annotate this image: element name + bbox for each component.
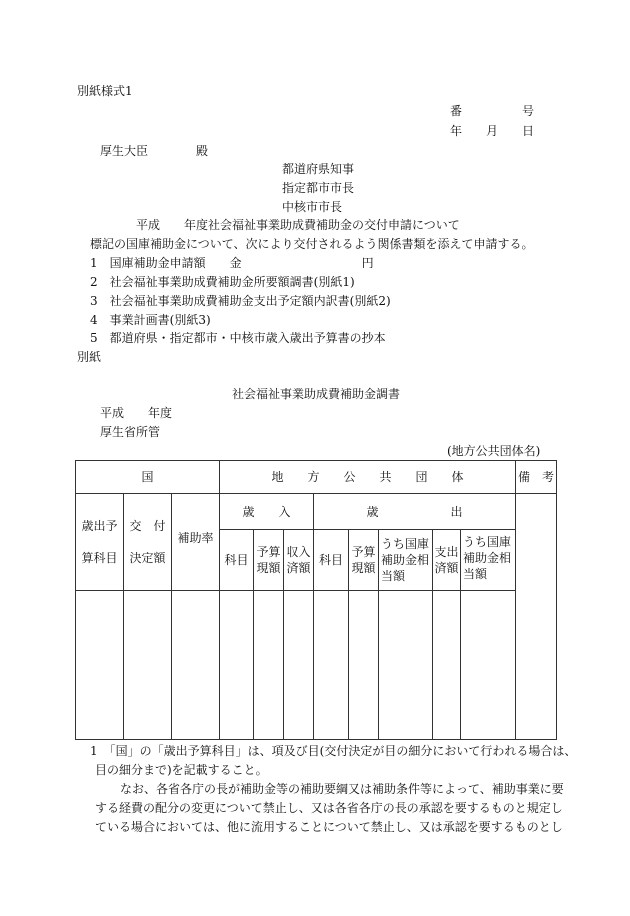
- ministry: 厚生省所管: [100, 425, 161, 439]
- label-line: 収入: [286, 545, 311, 559]
- header-remarks: 備 考: [516, 461, 557, 494]
- fiscal-year: 平成 年度: [100, 406, 173, 420]
- subject: 平成 年度社会福祉事業助成費補助金の交付申請について: [136, 218, 460, 232]
- attachment-title: 社会福祉事業助成費補助金調書: [232, 387, 401, 401]
- label-line: 補助金相: [463, 551, 512, 565]
- cell: [461, 591, 516, 740]
- label-line: 予算: [256, 545, 281, 559]
- header-national-subsidy-equivalent: [379, 530, 433, 591]
- sender-designated-city: 指定都市市長: [282, 181, 355, 195]
- label-line: 歳出予: [81, 519, 118, 533]
- cell: [220, 591, 254, 740]
- label-line: 当額: [381, 569, 406, 583]
- label-line: 交 付: [129, 519, 166, 533]
- label-line: 予算: [351, 545, 376, 559]
- cell: [284, 591, 314, 740]
- header-expenditure-item: [76, 494, 124, 591]
- label-line: うち国庫: [463, 535, 512, 549]
- header-expenditure-budget: [349, 530, 379, 591]
- header-subsidy-rate: 補助率: [172, 494, 220, 591]
- cell: [314, 591, 349, 740]
- label-line: 算科目: [81, 551, 118, 565]
- label-line: 補助金相: [381, 553, 430, 567]
- header-expenditure-item-local: 科目: [314, 530, 349, 591]
- intro: 標記の国庫補助金について、次により交付されるよう関係書類を添えて申請する。: [90, 237, 534, 251]
- entity-name: (地方公共団体名): [447, 444, 541, 458]
- subsidy-table: [75, 460, 557, 740]
- item-2: 2 社会福祉事業助成費補助金所要額調書(別紙1): [90, 275, 355, 289]
- sender-prefecture: 都道府県知事: [282, 162, 355, 176]
- header-revenue-item: 科目: [220, 530, 254, 591]
- label-line: 決定額: [129, 551, 166, 565]
- cell: [433, 591, 461, 740]
- table-row: [76, 591, 557, 740]
- label-line: 済額: [286, 561, 311, 575]
- header-national-subsidy-equivalent-paid: [461, 530, 516, 591]
- header-revenue-received: [284, 530, 314, 591]
- cell: [172, 591, 220, 740]
- note-1: 1 「国」の「歳出予算科目」は、項及び目(交付決定が目の細分において行われる場合は、: [90, 744, 577, 758]
- item-1: 1 国庫補助金申請額 金 円: [90, 256, 374, 270]
- note-2-cont2: ている場合においては、他に流用することについて禁止し、又は承認を要するものとし: [95, 820, 563, 834]
- header-kuni: 国: [76, 461, 220, 494]
- cell: [349, 591, 379, 740]
- label-line: 済額: [434, 561, 459, 575]
- item-5: 5 都道府県・指定都市・中核市歳入歳出予算書の抄本: [90, 331, 386, 345]
- sender-core-city: 中核市市長: [282, 200, 343, 214]
- label-line: 支出: [434, 545, 459, 559]
- cell: [254, 591, 284, 740]
- label-line: うち国庫: [381, 537, 430, 551]
- remarks-cell: [516, 494, 557, 740]
- header-revenue: 歳 入: [220, 494, 314, 530]
- number-label: 番 号: [450, 104, 535, 118]
- note-2-cont: する経費の配分の変更について禁止し、又は各省各庁の長の承認を要するものと規定し: [95, 801, 563, 815]
- header-expenditure: 歳 出: [314, 494, 516, 530]
- label-line: 当額: [463, 567, 488, 581]
- header-local-gov: 地 方 公 共 団 体: [220, 461, 516, 494]
- attachment-label: 別紙: [77, 350, 102, 364]
- label-line: 現額: [256, 561, 281, 575]
- cell: [124, 591, 172, 740]
- header-expenditure-paid: [433, 530, 461, 591]
- header-revenue-budget: [254, 530, 284, 591]
- label-line: 現額: [351, 561, 376, 575]
- cell: [379, 591, 433, 740]
- header-grant-amount: [124, 494, 172, 591]
- note-2: なお、各省各庁の長が補助金等の補助要綱又は補助条件等によって、補助事業に要: [120, 782, 564, 796]
- note-1-cont: 目の細分まで)を記載すること。: [95, 763, 268, 777]
- item-4: 4 事業計画書(別紙3): [90, 313, 211, 327]
- form-label: 別紙様式1: [77, 84, 133, 98]
- item-3: 3 社会福祉事業助成費補助金支出予定額内訳書(別紙2): [90, 294, 391, 308]
- addressee: 厚生大臣 殿: [100, 144, 209, 158]
- date-label: 年 月 日: [450, 124, 535, 138]
- cell: [76, 591, 124, 740]
